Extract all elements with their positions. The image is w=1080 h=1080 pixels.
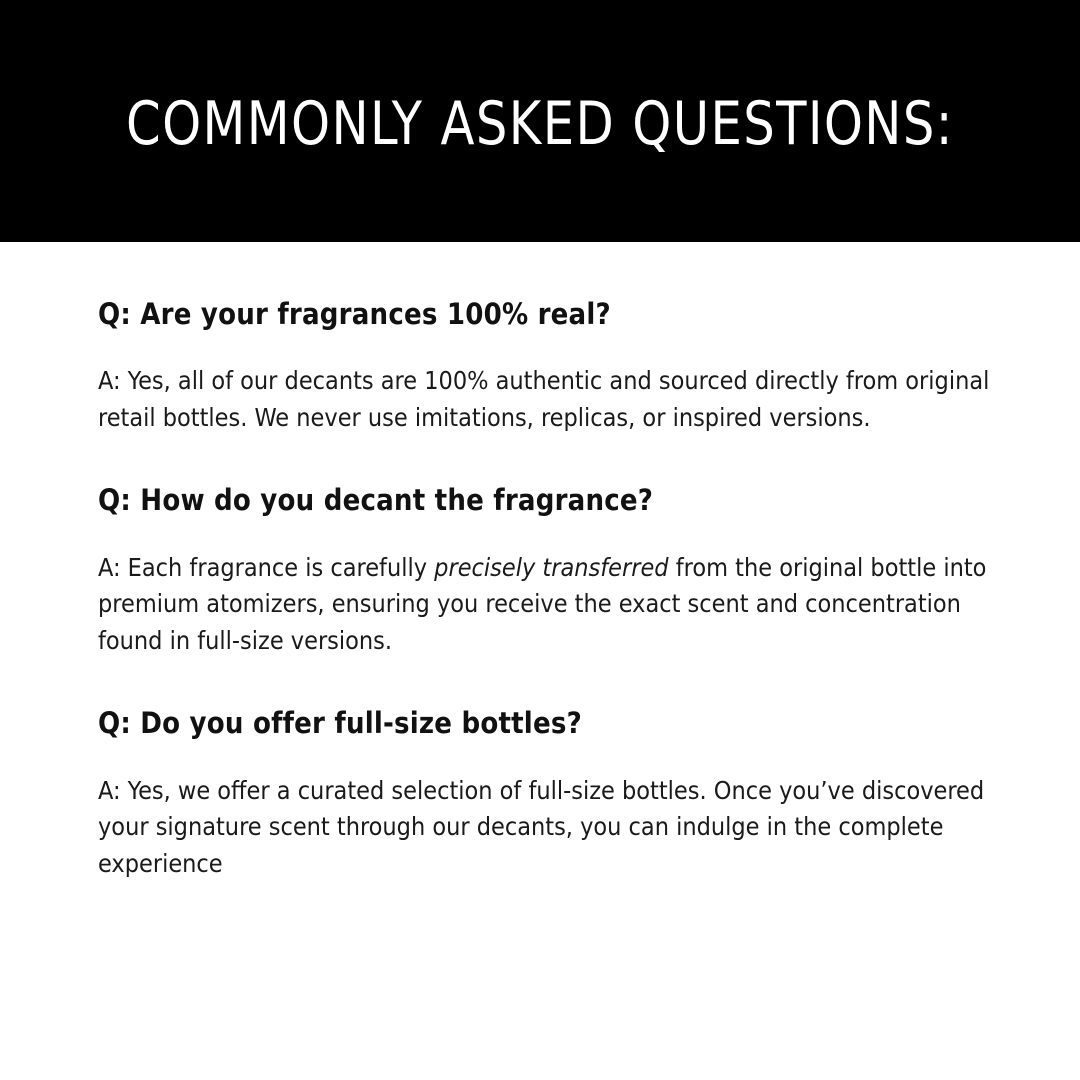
faq-question: Q: Are your fragrances 100% real? bbox=[98, 297, 611, 331]
faq-list bbox=[0, 242, 1080, 882]
faq-answer bbox=[98, 550, 1006, 660]
faq-question: Q: Do you offer full-size bottles? bbox=[98, 706, 582, 741]
page-title: COMMONLY ASKED QUESTIONS: bbox=[126, 89, 954, 159]
faq-answer: A: Yes, we offer a curated selection of full-size bottles. Once you’ve discovered your signature scent through our decants, you can indulge in the complete experience bbox=[98, 775, 985, 878]
faq-answer-text-end: from the original bottle into premium atomizers, ensuring you receive the exact scent and concentration found in full-size versions. bbox=[98, 552, 987, 655]
faq-item bbox=[98, 484, 1006, 659]
faq-question: Q: How do you decant the fragrance? bbox=[98, 483, 654, 518]
faq-item bbox=[98, 298, 1006, 436]
faq-answer: A: Yes, all of our decants are 100% authentic and sourced directly from original retail bottles. We never use imitations, replicas, or inspired versions. bbox=[98, 366, 990, 432]
faq-answer-emphasis: precisely transferred bbox=[434, 552, 669, 582]
faq-answer-text-start: A: Each fragrance is carefully bbox=[98, 552, 435, 582]
header-banner bbox=[0, 0, 1080, 242]
faq-item bbox=[98, 707, 1006, 882]
